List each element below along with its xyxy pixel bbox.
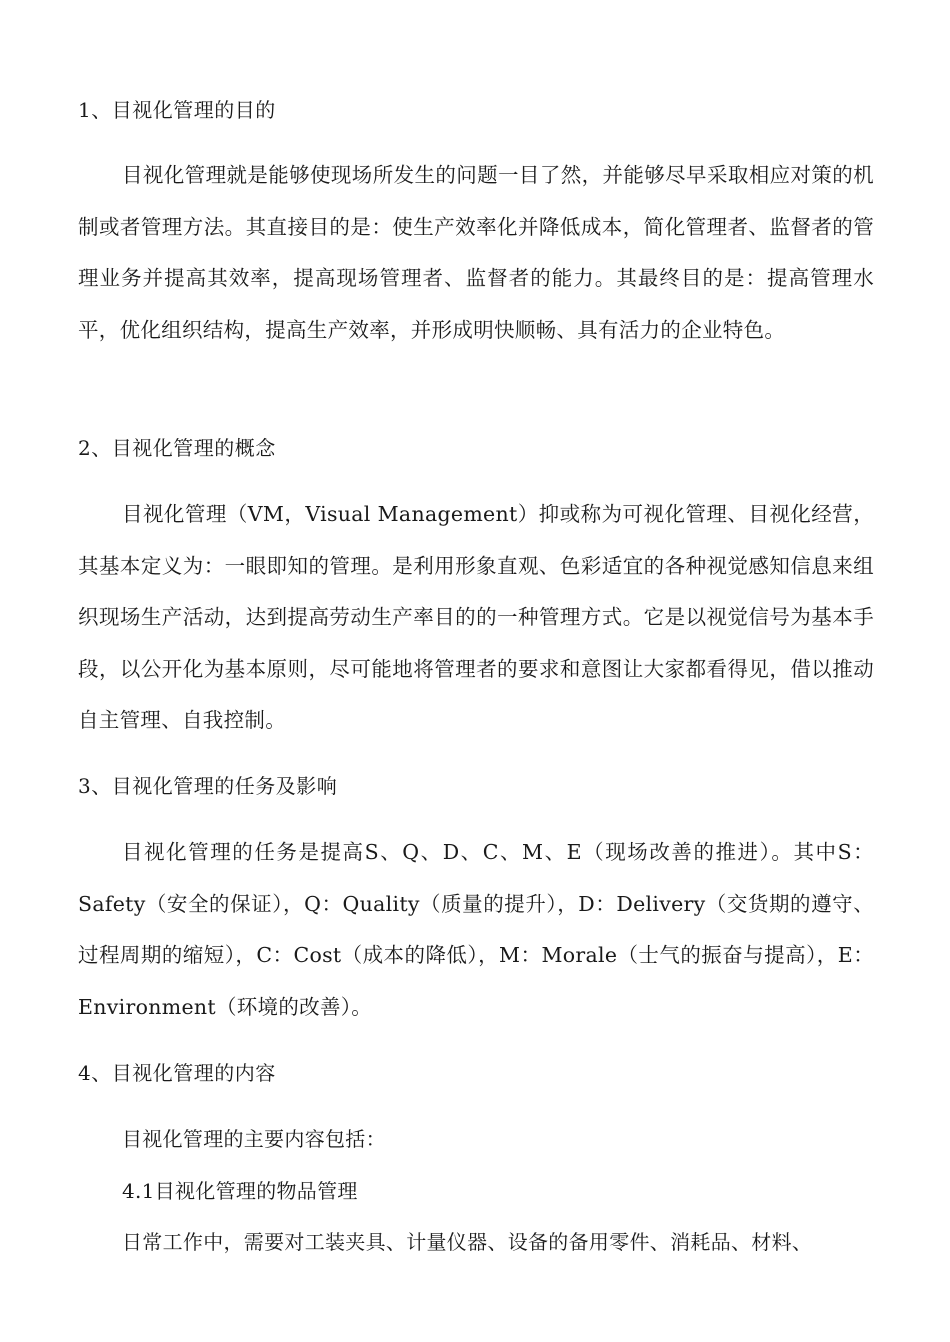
section-heading: 3、目视化管理的任务及影响 [78,774,338,798]
intro-line: 目视化管理的主要内容包括： [122,1127,386,1151]
section-heading: 1、目视化管理的目的 [78,98,276,122]
section-paragraph: 目视化管理的任务是提高S、Q、D、C、M、E（现场改善的推进）。其中S：Safety（安全的保证），Q：Quality（质量的提升），D：Delivery（交货期的遵守、过程周期的缩短），C：Cost（成本的降低），M：Morale（士气的振奋与提高），E：Environment（环境的改善）。 [78,840,874,1019]
section-paragraph: 日常工作中，需要对工装夹具、计量仪器、设备的备用零件、消耗品、材料、 [122,1230,813,1254]
section-heading: 4、目视化管理的内容 [78,1061,276,1085]
subsection-heading: 4.1目视化管理的物品管理 [122,1179,358,1203]
section-paragraph: 目视化管理（VM，Visual Management）抑或称为可视化管理、目视化经营，其基本定义为：一眼即知的管理。是利用形象直观、色彩适宜的各种视觉感知信息来组织现场生产活动，达到提高劳动生产率目的的一种管理方式。它是以视觉信号为基本手段，以公开化为基本原则，尽可能地将管理者的要求和意图让大家都看得见，借以推动自主管理、自我控制。 [78,502,874,733]
section-heading: 2、目视化管理的概念 [78,436,276,460]
section-paragraph: 目视化管理就是能够使现场所发生的问题一目了然，并能够尽早采取相应对策的机制或者管理方法。其直接目的是：使生产效率化并降低成本，简化管理者、监督者的管理业务并提高其效率，提高现场管理者、监督者的能力。其最终目的是：提高管理水平，优化组织结构，提高生产效率，并形成明快顺畅、具有活力的企业特色。 [78,163,874,342]
